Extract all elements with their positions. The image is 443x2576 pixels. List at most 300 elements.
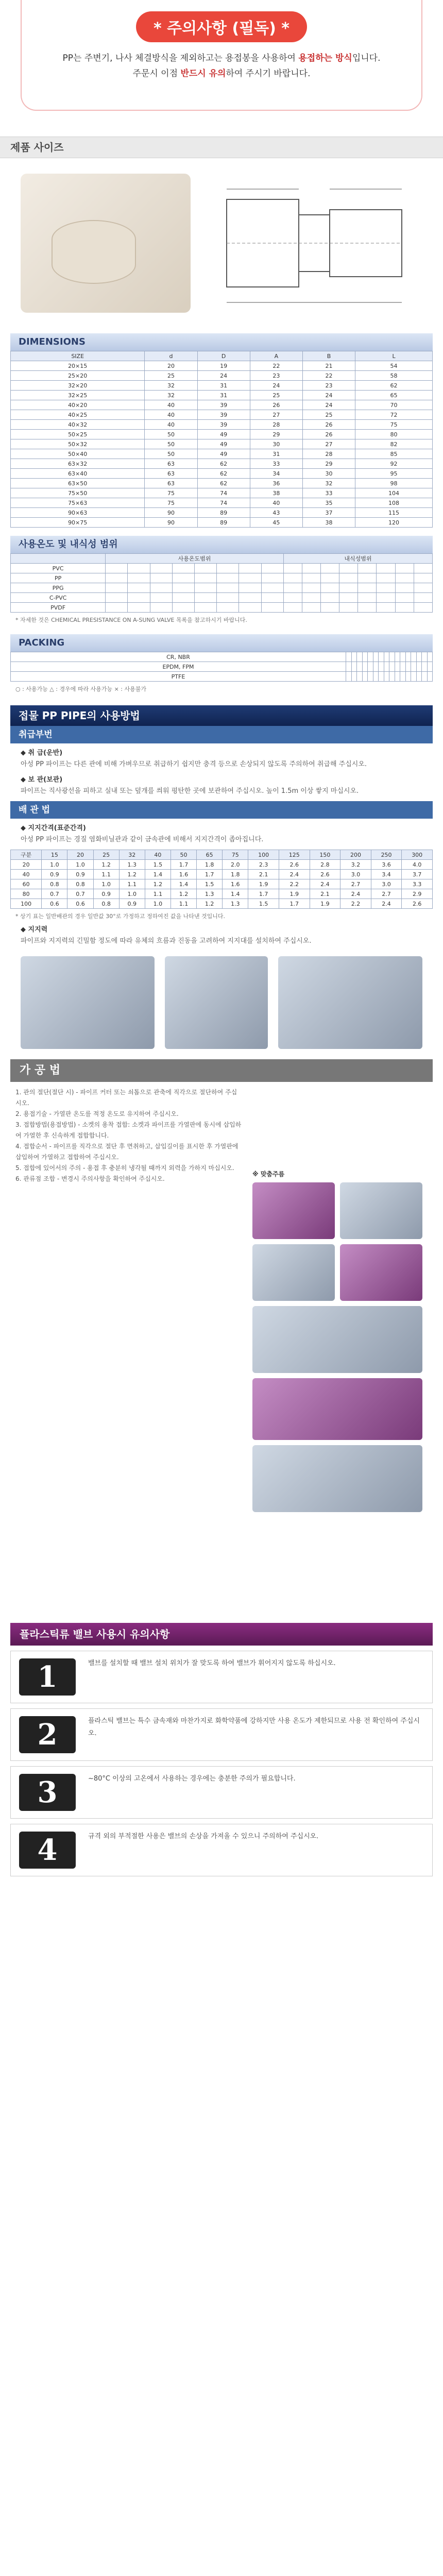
support-header: 75 [223, 850, 248, 860]
packing-cell [422, 662, 428, 672]
packing-cell [373, 652, 379, 662]
support-cell: 2.6 [310, 870, 340, 879]
support-title: ◆ 지지간격(표준간격) [21, 824, 86, 832]
dim-cell: 120 [355, 518, 433, 528]
dim-cell: 75×50 [11, 488, 145, 498]
dim-cell: 108 [355, 498, 433, 508]
table-row [11, 498, 433, 508]
dim-cell: 34 [250, 469, 302, 479]
usage-cell [239, 573, 261, 583]
usage-cell [261, 593, 283, 603]
usage-corner [11, 554, 106, 564]
support-header: 200 [340, 850, 371, 860]
packing-cell [395, 672, 400, 682]
packing-cell [416, 672, 422, 682]
table-row [11, 603, 433, 613]
dim-cell: 75×63 [11, 498, 145, 508]
dim-cell: 90×63 [11, 508, 145, 518]
usage-cell [239, 583, 261, 593]
usage-cell [150, 603, 172, 613]
dim-cell: 43 [250, 508, 302, 518]
packing-cell [411, 662, 417, 672]
usage-cell [217, 573, 239, 583]
dim-cell: 24 [197, 371, 250, 381]
brace-illustrations [10, 951, 433, 1059]
dim-cell: 21 [302, 361, 355, 371]
support-header: 20 [67, 850, 93, 860]
usage-cell [339, 593, 358, 603]
support-cell: 0.9 [67, 870, 93, 879]
dim-cell: 25 [145, 371, 197, 381]
usage-cell [239, 593, 261, 603]
table-row [11, 400, 433, 410]
dim-cell: 26 [302, 430, 355, 439]
packing-cell [346, 672, 352, 682]
usage-cell [358, 593, 377, 603]
packing-cell [351, 672, 357, 682]
usage-cell [128, 593, 150, 603]
usage-note: * 자세한 것은 CHEMICAL PRESISTANCE ON A-SUNG VALVE 목록을 참고하시기 바랍니다. [15, 617, 247, 623]
usage-header: 사용온도범위 [106, 554, 284, 564]
dim-cell: 31 [250, 449, 302, 459]
packing-material: EPDM, FPM [11, 662, 346, 672]
support-cell: 2.9 [402, 889, 433, 899]
usage-cell [106, 573, 128, 583]
dim-cell: 82 [355, 439, 433, 449]
method-photo-2 [340, 1182, 422, 1239]
handling-head: 취급부번 [10, 726, 433, 743]
table-row [11, 469, 433, 479]
support-cell: 60 [11, 879, 42, 889]
dim-cell: 95 [355, 469, 433, 479]
dim-cell: 30 [302, 469, 355, 479]
support-cell: 0.8 [42, 879, 67, 889]
dim-cell: 40×32 [11, 420, 145, 430]
dim-cell: 98 [355, 479, 433, 488]
usage-cell [302, 573, 320, 583]
piping-head: 배 관 법 [10, 801, 433, 819]
support-table [10, 850, 433, 909]
dim-cell: 28 [302, 449, 355, 459]
usage-cell [377, 573, 395, 583]
usage-cell [395, 593, 414, 603]
handling-1 [21, 748, 422, 770]
support-cell: 1.8 [223, 870, 248, 879]
dim-cell: 62 [197, 469, 250, 479]
support-cell: 0.9 [93, 889, 119, 899]
dim-header: B [302, 351, 355, 361]
usage-table [10, 553, 433, 613]
usage-cell [321, 573, 339, 583]
usage-cell [358, 603, 377, 613]
packing-cell [422, 652, 428, 662]
dim-cell: 70 [355, 400, 433, 410]
support-header: 65 [197, 850, 223, 860]
support-cell: 1.6 [171, 870, 196, 879]
method-photo-7 [252, 1445, 422, 1512]
usage-cell [194, 593, 216, 603]
dim-cell: 24 [250, 381, 302, 391]
dim-cell: 33 [250, 459, 302, 469]
support-cell: 1.4 [223, 889, 248, 899]
support-cell: 0.7 [67, 889, 93, 899]
support-cell: 0.7 [42, 889, 67, 899]
dim-cell: 115 [355, 508, 433, 518]
method-photo-3 [252, 1244, 335, 1301]
warning-number: 1 [19, 1658, 76, 1696]
dim-cell: 25×20 [11, 371, 145, 381]
packing-cell [400, 652, 406, 662]
usage-cell [128, 573, 150, 583]
support-note: * 상기 표는 일반배관의 경우 일반값 30°로 가정하고 정하여진 값을 나타낸 것입니다. [15, 913, 225, 920]
support-header: 125 [279, 850, 310, 860]
dim-cell: 36 [250, 479, 302, 488]
support-cell: 1.2 [145, 879, 171, 889]
packing-cell [373, 662, 379, 672]
brace-image-2 [165, 956, 268, 1049]
dim-header: A [250, 351, 302, 361]
packing-cell [346, 662, 352, 672]
packing-cell [384, 662, 389, 672]
dim-cell: 63 [145, 459, 197, 469]
dim-header: L [355, 351, 433, 361]
packing-cell [395, 652, 400, 662]
packing-cell [400, 662, 406, 672]
support-cell: 1.6 [223, 879, 248, 889]
support-header: 150 [310, 850, 340, 860]
usage-cell [150, 573, 172, 583]
product-photo [21, 174, 191, 313]
dim-cell: 22 [302, 371, 355, 381]
table-row [11, 564, 433, 573]
table-row [11, 518, 433, 528]
usage-cell [377, 603, 395, 613]
usage-cell [377, 564, 395, 573]
usage-cell [358, 564, 377, 573]
dim-cell: 38 [302, 518, 355, 528]
support-text: 아성 PP 파이프는 경질 염화비닐관과 같이 금속관에 비해서 지지간격이 좁아집니다. [21, 836, 264, 843]
packing-cell [379, 672, 384, 682]
support-cell: 2.4 [371, 899, 402, 909]
usage-cell [194, 564, 216, 573]
dim-cell: 74 [197, 498, 250, 508]
support-cell: 2.4 [340, 889, 371, 899]
dim-cell: 50 [145, 449, 197, 459]
dim-cell: 104 [355, 488, 433, 498]
dim-cell: 49 [197, 439, 250, 449]
dim-cell: 30 [250, 439, 302, 449]
packing-cell [384, 652, 389, 662]
support-cell: 0.8 [67, 879, 93, 889]
dim-cell: 50×25 [11, 430, 145, 439]
packing-material: CR, NBR [11, 652, 346, 662]
usage-cell [395, 603, 414, 613]
support-header: 300 [402, 850, 433, 860]
warning-text: 규격 외의 부적절한 사용은 밸브의 손상을 가져올 수 있으니 주의하여 주십시오. [88, 1833, 319, 1840]
packing-cell [384, 672, 389, 682]
usage-cell [321, 593, 339, 603]
dim-cell: 40 [145, 400, 197, 410]
support-header: 32 [119, 850, 145, 860]
packing-cell [427, 662, 433, 672]
packing-cell [389, 662, 395, 672]
support-cell: 1.0 [42, 860, 67, 870]
packing-cell [389, 652, 395, 662]
support-cell: 0.6 [67, 899, 93, 909]
dim-cell: 63 [145, 479, 197, 488]
usage-cell [172, 564, 194, 573]
dim-cell: 63 [145, 469, 197, 479]
usage-cell [395, 564, 414, 573]
packing-cell [416, 652, 422, 662]
dim-cell: 26 [250, 400, 302, 410]
usage-cell [414, 573, 432, 583]
usage-material: PVC [11, 564, 106, 573]
technical-drawing [216, 168, 422, 318]
dim-cell: 25 [250, 391, 302, 400]
support-cell: 1.7 [279, 899, 310, 909]
warning-text: 밸브를 설치할 때 밸브 설치 위치가 잘 맞도록 하여 밸브가 휘어지지 않도록 하십시오. [88, 1659, 336, 1667]
table-row [11, 879, 433, 889]
table-row [11, 381, 433, 391]
dim-cell: 63×40 [11, 469, 145, 479]
usage-cell [172, 603, 194, 613]
packing-cell [427, 672, 433, 682]
support-cell: 1.9 [248, 879, 279, 889]
support-header: 250 [371, 850, 402, 860]
brace-image-3 [278, 956, 422, 1049]
table-row [11, 593, 433, 603]
dim-cell: 27 [302, 439, 355, 449]
dim-cell: 49 [197, 430, 250, 439]
usage-cell [106, 564, 128, 573]
table-row [11, 371, 433, 381]
packing-cell [405, 652, 411, 662]
usage-cell [414, 603, 432, 613]
dim-cell: 80 [355, 430, 433, 439]
method-band: 가 공 법 [10, 1059, 433, 1082]
table-row [11, 420, 433, 430]
usage-cell [150, 564, 172, 573]
usage-cell [414, 564, 432, 573]
packing-cell [427, 652, 433, 662]
usage-cell [395, 583, 414, 593]
usage-cell [302, 583, 320, 593]
support-cell: 100 [11, 899, 42, 909]
dim-cell: 26 [302, 420, 355, 430]
dimensions-table [10, 351, 433, 528]
warning-text: 플라스틱 밸브는 특수 금속재와 마찬가지로 화학약품에 강하지만 사용 온도가 제한되므로 사용 전 확인하여 주십시오. [88, 1717, 420, 1737]
packing-cell [379, 652, 384, 662]
usage-cell [377, 593, 395, 603]
support-cell: 1.4 [171, 879, 196, 889]
packing-cell [357, 662, 363, 672]
support-cell: 1.1 [145, 889, 171, 899]
dim-cell: 32 [145, 391, 197, 400]
support-header: 40 [145, 850, 171, 860]
method-photo-6 [252, 1378, 422, 1440]
handling-2-title: ◆ 보 관(보관) [21, 776, 63, 784]
support-cell: 2.3 [248, 860, 279, 870]
support-cell: 1.3 [223, 899, 248, 909]
dim-cell: 75 [145, 488, 197, 498]
warning-item [10, 1651, 433, 1703]
notice-line1-a: PP는 주변기, 나사 체결방식을 제외하고는 용접봉을 사용하여 [62, 53, 299, 63]
support-cell: 1.0 [67, 860, 93, 870]
dim-cell: 33 [302, 488, 355, 498]
dim-cell: 40 [145, 410, 197, 420]
usage-cell [395, 573, 414, 583]
dim-cell: 75 [145, 498, 197, 508]
support-cell: 1.3 [119, 860, 145, 870]
usage-cell [283, 564, 302, 573]
usage-cell [128, 583, 150, 593]
usage-cell [302, 593, 320, 603]
support-header: 15 [42, 850, 67, 860]
packing-cell [422, 672, 428, 682]
usage-cell [106, 593, 128, 603]
usage-cell [302, 564, 320, 573]
notice-line1-c: 입니다. [352, 53, 381, 63]
table-row [11, 860, 433, 870]
notice-line2-c: 하여 주시기 바랍니다. [226, 69, 311, 79]
table-row [11, 459, 433, 469]
usage-cell [321, 583, 339, 593]
table-row [11, 662, 433, 672]
method-text: 1. 관의 절단(절단 시) - 파이프 커터 또는 쇠톱으로 관축에 직각으로 절단하여 주십시오. 2. 용접기술 - 가열판 온도를 적정 온도로 유지하여 주십시오. 3. 접합방법(용접방법) - 소켓의 용착 접합: 소켓과 파이프를 가열판에 동시에 삽입하여 가열한 후 신속하게 접합합니다. 4. 접합순서 - 파이프를 직각으로 절단 후 면취하고, 삽입길이를 표시한 후 가열판에 삽입하여 가열하고 접합하여 주십시오. 5. 접합에 있어서의 주의 - 용접 후 충분히 냉각될 때까지 외력을 가하지 마십시오. 6. 관류점 조합 - 변경시 주의사항을 확인하여 주십시오. [15, 1089, 242, 1182]
support-cell: 2.0 [223, 860, 248, 870]
packing-cell [362, 652, 368, 662]
usage-cell [358, 573, 377, 583]
dimensions-title: DIMENSIONS [10, 333, 433, 351]
warning-item [10, 1766, 433, 1819]
dim-cell: 20 [145, 361, 197, 371]
dim-cell: 32×25 [11, 391, 145, 400]
dim-cell: 29 [302, 459, 355, 469]
support-cell: 1.2 [119, 870, 145, 879]
dim-cell: 50×40 [11, 449, 145, 459]
product-drawing [21, 168, 422, 323]
dim-cell: 38 [250, 488, 302, 498]
dim-cell: 39 [197, 420, 250, 430]
dim-cell: 28 [250, 420, 302, 430]
dim-cell: 49 [197, 449, 250, 459]
support-cell: 1.0 [119, 889, 145, 899]
dim-cell: 90×75 [11, 518, 145, 528]
dim-cell: 62 [355, 381, 433, 391]
dim-cell: 74 [197, 488, 250, 498]
support-cell: 3.0 [340, 870, 371, 879]
usage-cell [194, 603, 216, 613]
warning-number: 2 [19, 1716, 76, 1753]
brace-title: ◆ 지지력 [21, 926, 48, 934]
handling-2 [21, 774, 422, 797]
dim-cell: 23 [250, 371, 302, 381]
support-cell: 1.0 [93, 879, 119, 889]
dim-cell: 90 [145, 508, 197, 518]
support-cell: 3.0 [371, 879, 402, 889]
table-row [11, 899, 433, 909]
dim-cell: 58 [355, 371, 433, 381]
notice-line2-b: 반드시 유의 [180, 69, 226, 79]
table-row [11, 870, 433, 879]
support-cell: 3.2 [340, 860, 371, 870]
support-cell: 80 [11, 889, 42, 899]
table-row [11, 410, 433, 420]
dim-cell: 39 [197, 400, 250, 410]
usage-cell [414, 593, 432, 603]
usage-cell [339, 573, 358, 583]
support-cell: 2.4 [310, 879, 340, 889]
table-row [11, 488, 433, 498]
table-row [11, 652, 433, 662]
dim-cell: 35 [302, 498, 355, 508]
method-photo-5 [252, 1306, 422, 1373]
notice-title: * 주의사항 (필독) * [136, 11, 307, 42]
handling-1-title: ◆ 취 급(운반) [21, 749, 63, 757]
packing-cell [379, 662, 384, 672]
support-cell: 4.0 [402, 860, 433, 870]
packing-cell [373, 672, 379, 682]
usage-cell [283, 603, 302, 613]
usage-cell [217, 603, 239, 613]
support-cell: 2.1 [248, 870, 279, 879]
dim-cell: 40 [250, 498, 302, 508]
usage-cell [377, 583, 395, 593]
usage-cell [239, 603, 261, 613]
table-row [11, 583, 433, 593]
dim-cell: 54 [355, 361, 433, 371]
support-cell: 2.8 [310, 860, 340, 870]
dim-cell: 22 [250, 361, 302, 371]
dim-header: D [197, 351, 250, 361]
usage-cell [283, 593, 302, 603]
warning-number: 3 [19, 1774, 76, 1811]
usage-material: PPG [11, 583, 106, 593]
usage-cell [194, 573, 216, 583]
dim-cell: 24 [302, 400, 355, 410]
usage-cell [172, 573, 194, 583]
notice-line1-b: 용접하는 방식 [298, 53, 352, 63]
dim-cell: 25 [302, 410, 355, 420]
usage-cell [128, 603, 150, 613]
packing-cell [368, 662, 373, 672]
dim-cell: 32 [302, 479, 355, 488]
usage-cell [339, 583, 358, 593]
usage-cell [172, 593, 194, 603]
support-cell: 20 [11, 860, 42, 870]
section-product-size: 제품 사이즈 [0, 137, 443, 158]
notice-line2-a: 주문시 이점 [132, 69, 181, 79]
notice-box [21, 0, 422, 111]
packing-cell [405, 662, 411, 672]
usage-material: C-PVC [11, 593, 106, 603]
pp-usage-band: 접물 PP PIPE의 사용방법 [10, 705, 433, 726]
support-cell: 1.1 [93, 870, 119, 879]
support-cell: 2.2 [340, 899, 371, 909]
support-cell: 40 [11, 870, 42, 879]
dim-cell: 19 [197, 361, 250, 371]
support-cell: 1.2 [171, 889, 196, 899]
dim-cell: 39 [197, 410, 250, 420]
dim-cell: 89 [197, 508, 250, 518]
table-row [11, 430, 433, 439]
packing-cell [411, 652, 417, 662]
dim-cell: 63×50 [11, 479, 145, 488]
packing-cell [400, 672, 406, 682]
usage-cell [172, 583, 194, 593]
packing-cell [389, 672, 395, 682]
